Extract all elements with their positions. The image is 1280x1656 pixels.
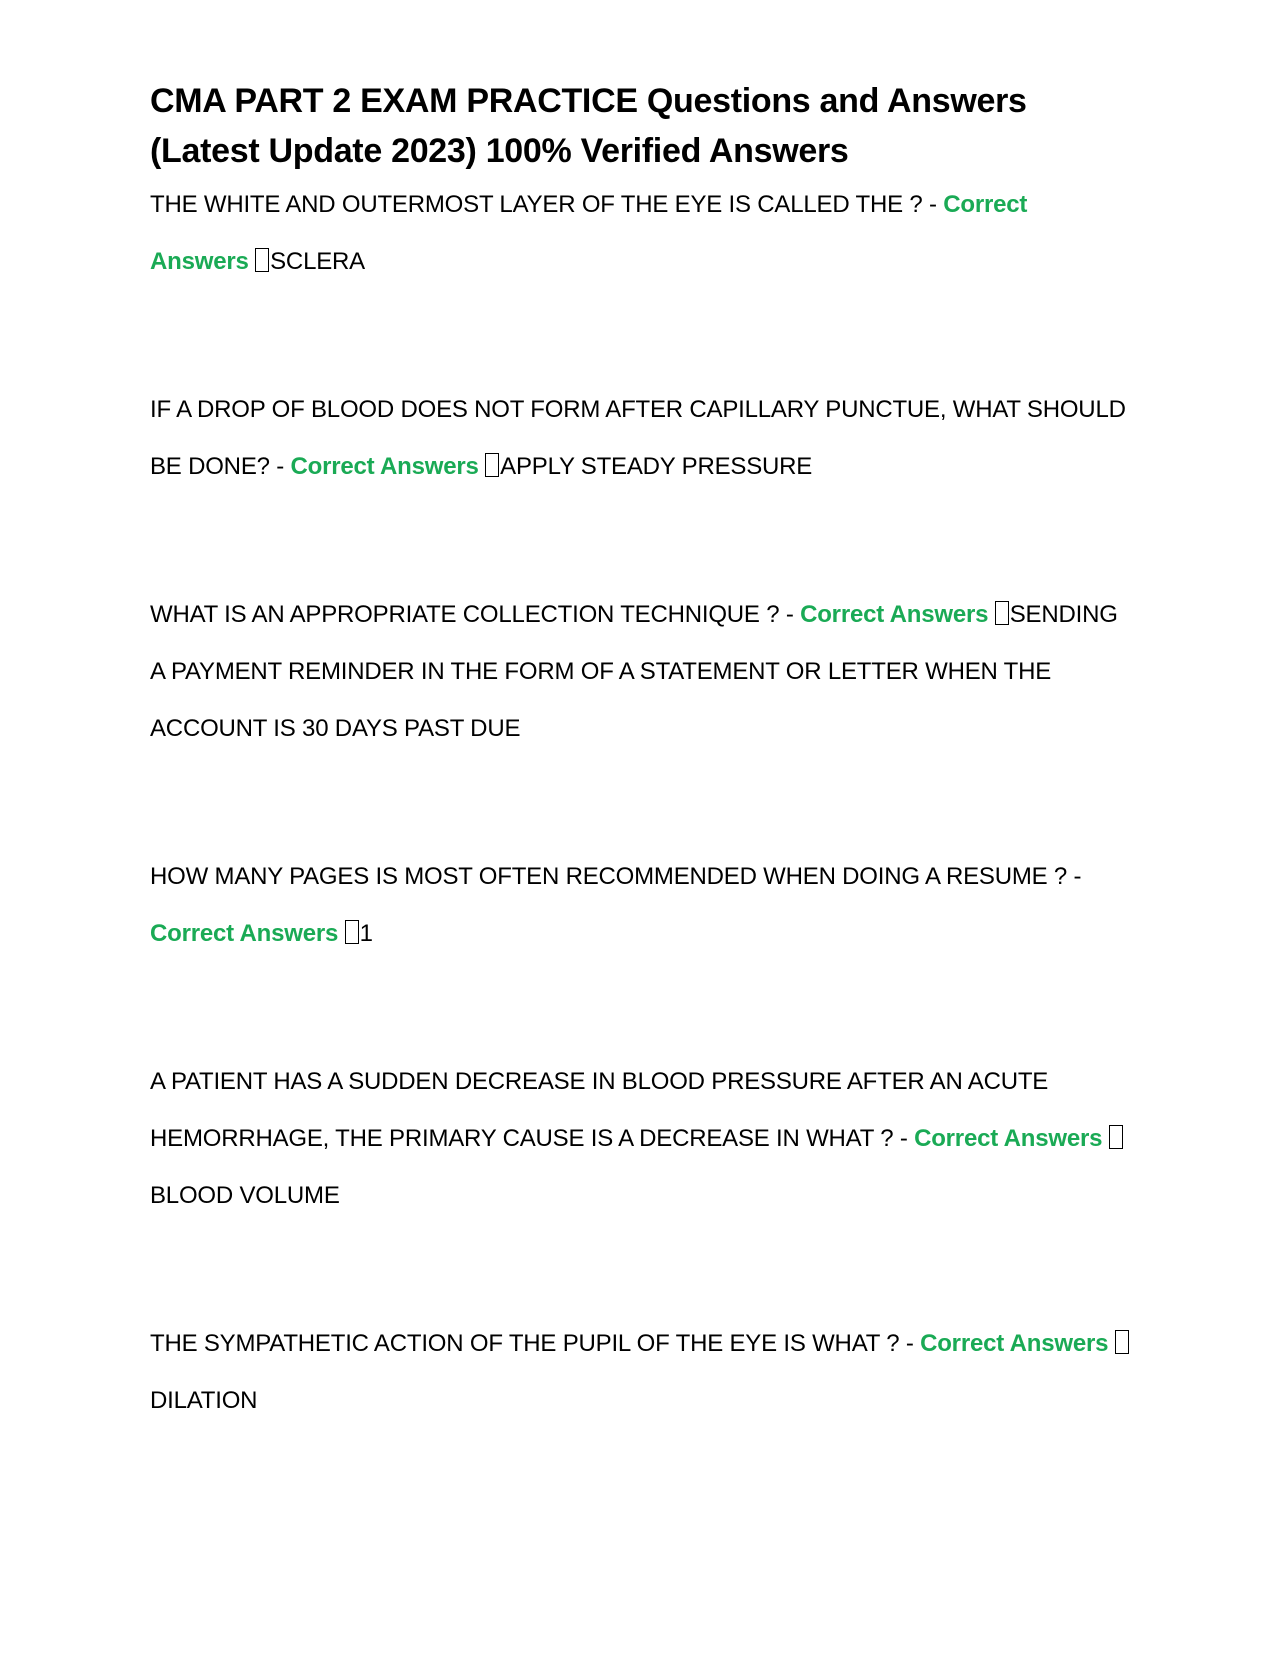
correct-answers-label: Correct Answers xyxy=(914,1125,1103,1152)
answer-text: 1 xyxy=(359,920,373,947)
missing-glyph-icon xyxy=(995,601,1009,625)
missing-glyph-icon xyxy=(485,453,499,477)
document-title: CMA PART 2 EXAM PRACTICE Questions and Answers (Latest Update 2023) 100% Verified Answers xyxy=(150,82,1027,170)
qa-item-4 xyxy=(150,848,1130,962)
question-text: THE SYMPATHETIC ACTION OF THE PUPIL OF THE EYE IS WHAT ? - xyxy=(150,1330,921,1357)
qa-item-1 xyxy=(150,176,1130,290)
qa-item-2 xyxy=(150,381,1130,495)
question-text: THE WHITE AND OUTERMOST LAYER OF THE EYE IS CALLED THE ? - xyxy=(150,191,944,218)
qa-item-6 xyxy=(150,1315,1130,1429)
question-text: A PATIENT HAS A SUDDEN DECREASE IN BLOOD PRESSURE AFTER AN ACUTE HEMORRHAGE, THE PRIMARY CAUSE IS A DECREASE IN WHAT ? - xyxy=(150,1068,1049,1152)
question-text: WHAT IS AN APPROPRIATE COLLECTION TECHNIQUE ? - xyxy=(150,601,801,628)
missing-glyph-icon xyxy=(345,920,359,944)
qa-item-5 xyxy=(150,1053,1130,1224)
answer-text: DILATION xyxy=(150,1387,258,1414)
missing-glyph-icon xyxy=(1109,1125,1123,1149)
answer-text: BLOOD VOLUME xyxy=(150,1182,340,1209)
answer-text: APPLY STEADY PRESSURE xyxy=(500,453,813,480)
missing-glyph-icon xyxy=(1115,1330,1129,1354)
correct-answers-label: Correct Answers xyxy=(920,1330,1109,1357)
qa-item-3 xyxy=(150,586,1130,757)
question-text: IF A DROP OF BLOOD DOES NOT FORM AFTER CAPILLARY PUNCTUE, WHAT SHOULD BE DONE? - xyxy=(150,396,1126,480)
correct-answers-label: Correct Answers xyxy=(290,453,479,480)
question-text: HOW MANY PAGES IS MOST OFTEN RECOMMENDED WHEN DOING A RESUME ? - xyxy=(150,863,1082,890)
missing-glyph-icon xyxy=(255,248,269,272)
correct-answers-label: Correct Answers xyxy=(800,601,989,628)
document-page xyxy=(150,76,1130,1429)
correct-answers-label: Correct Answers xyxy=(150,191,1028,275)
answer-text: SENDING A PAYMENT REMINDER IN THE FORM OF A STATEMENT OR LETTER WHEN THE ACCOUNT IS 30 DAYS PAST DUE xyxy=(150,601,1118,742)
answer-text: SCLERA xyxy=(270,248,365,275)
correct-answers-label: Correct Answers xyxy=(150,920,339,947)
